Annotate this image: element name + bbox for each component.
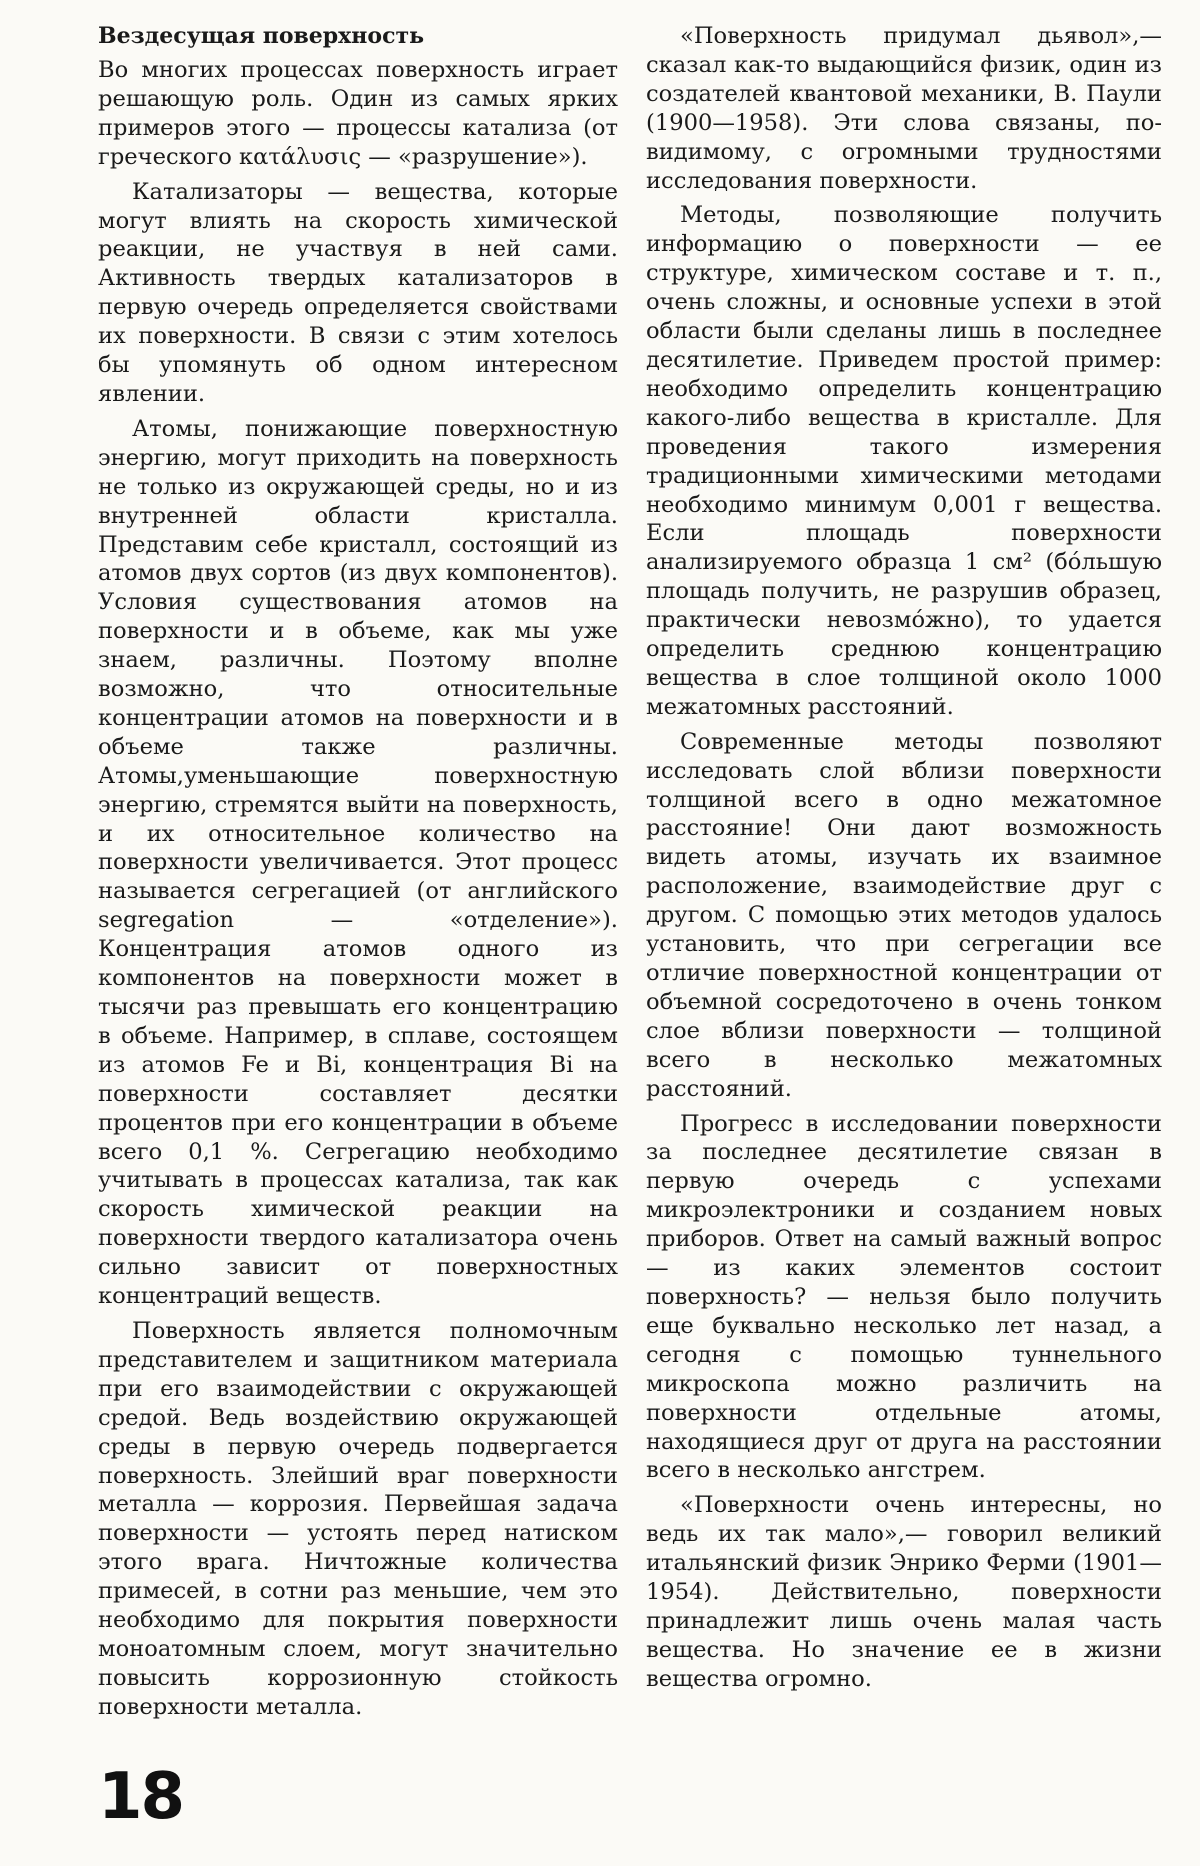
paragraph: Во многих процессах поверхность играет решающую роль. Один из самых ярких примеров этого — процессы катализа (от греческого κατάλυσις — «разрушение»).	[98, 57, 618, 170]
paragraph: Современные методы позволяют исследовать слой вблизи поверхности толщиной всего в одно межатомное расстояние! Они дают возможность видеть атомы, изучать их взаимное расположение, взаимодействие друг с другом. С помощью этих методов удалось установить, что при сегрегации все отличие поверхностной концентрации от объемной сосредоточено в очень тонком слое вблизи поверхности — толщиной всего в несколько межатомных расстояний.	[646, 728, 1162, 1102]
paragraph: Прогресс в исследовании поверхности за последнее десятилетие связан в первую очередь с успехами микроэлектроники и созданием новых приборов. Ответ на самый важный вопрос — из каких элементов состоит поверхность? — нельзя было получить еще буквально несколько лет назад, а сегодня с помощью туннельного микроскопа можно различить на поверхности отдельные атомы, находящиеся друг от друга на расстоянии всего в несколько ангстрем.	[646, 1110, 1162, 1484]
right-column	[646, 22, 1162, 1700]
section-heading: Вездесущая поверхность	[98, 23, 425, 49]
paragraph: Методы, позволяющие получить информацию о поверхности — ее структуре, химическом составе и т. п., очень сложны, и основные успехи в этой области были сделаны лишь в последнее десятилетие. Приведем простой пример: необходимо определить концентрацию какого-либо вещества в кристалле. Для проведения такого измерения традиционными химическими методами необходимо минимум 0,001 г вещества. Если площадь поверхности анализируемого образца 1 см² (бóльшую площадь получить, не разрушив образец, практически невозмóжно), то удается определить среднюю концентрацию вещества в слое толщиной около 1000 межатомных расстояний.	[646, 202, 1162, 720]
paragraph: Поверхность является полномочным представителем и защитником материала при его взаимодействии с окружающей средой. Ведь воздействию окружающей среды в первую очередь подвергается поверхность. Злейший враг поверхности металла — коррозия. Первейшая задача поверхности — устоять перед натиском этого врага. Ничтожные количества примесей, в сотни раз меньшие, чем это необходимо для покрытия поверхности моноатомным слоем, могут значительно повысить коррозионную стойкость поверхности металла.	[98, 1317, 618, 1720]
page-number: 18	[98, 1760, 184, 1834]
paragraph: Катализаторы — вещества, которые могут влиять на скорость химической реакции, не участвуя в ней сами. Активность твердых катализаторов в первую очередь определяется свойствами их поверхности. В связи с этим хотелось бы упомянуть об одном интересном явлении.	[98, 178, 618, 407]
paragraph: «Поверхности очень интересны, но ведь их так мало»,— говорил великий итальянский физик Энрико Ферми (1901—1954). Действительно, поверхности принадлежит лишь очень малая часть вещества. Но значение ее в жизни вещества огромно.	[646, 1492, 1162, 1692]
paragraph: «Поверхность придумал дьявол»,— сказал как-то выдающийся физик, один из создателей квантовой механики, В. Паули (1900—1958). Эти слова связаны, по-видимому, с огромными трудностями исследования поверхности.	[646, 23, 1162, 194]
paragraph: Атомы, понижающие поверхностную энергию, могут приходить на поверхность не только из окружающей среды, но и из внутренней области кристалла. Представим себе кристалл, состоящий из атомов двух сортов (из двух компонентов). Условия существования атомов на поверхности и в объеме, как мы уже знаем, различны. Поэтому вполне возможно, что относительные концентрации атомов на поверхности и в объеме также различны. Атомы,уменьшающие поверхностную энергию, стремятся выйти на поверхность, и их относительное количество на поверхности увеличивается. Этот процесс называется сегрегацией (от английского segregation — «отделение»). Концентрация атомов одного из компонентов на поверхности может в тысячи раз превышать его концентрацию в объеме. Например, в сплаве, состоящем из атомов Fe и Bi, концентрация Bi на поверхности составляет десятки процентов при его концентрации в объеме всего 0,1 %. Сегрегацию необходимо учитывать в процессах катализа, так как скорость химической реакции на поверхности твердого катализатора очень сильно зависит от поверхностных концентраций веществ.	[98, 415, 618, 1310]
left-column	[98, 22, 618, 1728]
